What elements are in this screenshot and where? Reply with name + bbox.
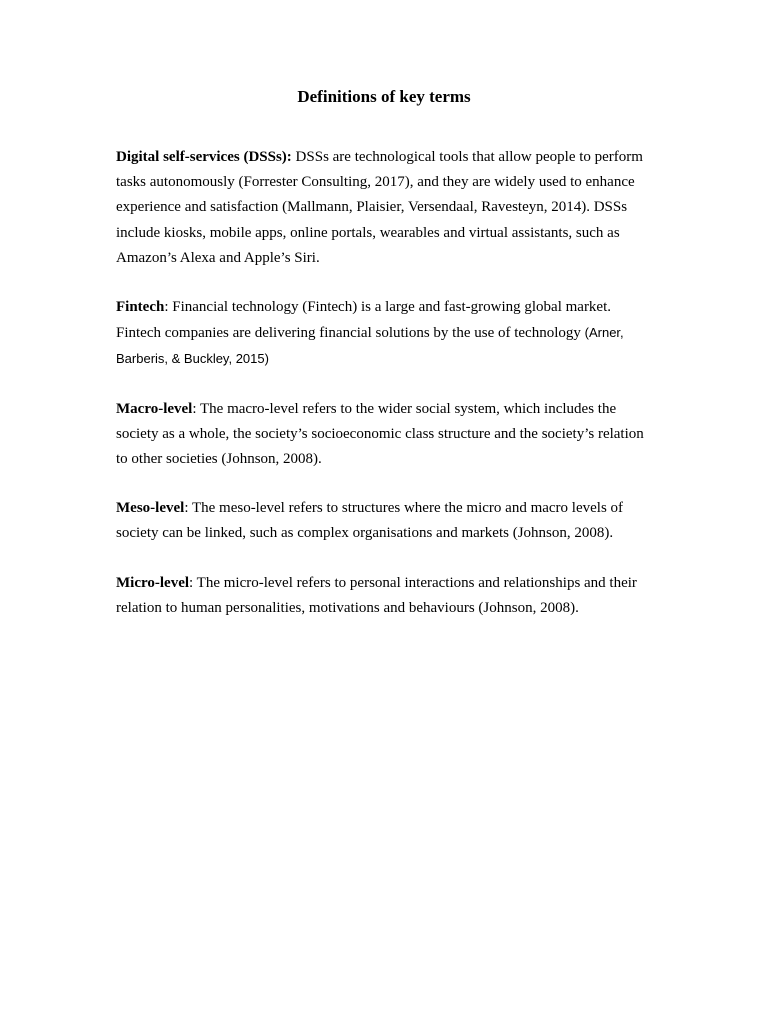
definition-text: : Financial technology (Fintech) is a large and fast-growing global market. Fintech companies are delivering financial solutions by the use of technology [116, 299, 612, 342]
definition-meso-level [116, 496, 656, 546]
definition-text: : The micro-level refers to personal interactions and relationships and their relation to human personalities, motivations and behaviours (Johnson, 2008). [116, 574, 637, 616]
definition-micro-level [116, 571, 656, 621]
definition-fintech [116, 295, 656, 373]
definition-term: Digital self-services (DSSs): [116, 149, 292, 165]
definition-macro-level [116, 397, 656, 473]
page-title: Definitions of key terms [297, 87, 471, 106]
definition-term: Fintech [116, 299, 165, 316]
definition-term: Micro-level [116, 574, 190, 591]
definition-text: : The meso-level refers to structures where the micro and macro levels of society can be linked, such as complex organisations and markets (Johnson, 2008). [116, 500, 624, 542]
definition-dss [116, 145, 656, 271]
definitions-list [116, 145, 656, 645]
definition-term: Meso-level [116, 500, 185, 517]
definition-text: : The macro-level refers to the wider social system, which includes the society as a whole, the society’s socioeconomic class structure and the society’s relation to other societies (Johnson, 2008). [116, 400, 644, 468]
definition-citation: (Arner, Barberis, & Buckley, 2015) [116, 325, 624, 367]
definition-text: DSSs are technological tools that allow people to perform tasks autonomously (Forrester Consulting, 2017), and they are widely used to enhance experience and satisfaction (Mallmann, Plaisier, Versendaal, Ravesteyn, 2014). DSSs include kiosks, mobile apps, online portals, wearables and virtual assistants, such as Amazon’s Alexa and Apple’s Siri. [116, 149, 643, 266]
definition-term: Macro-level [116, 400, 193, 417]
